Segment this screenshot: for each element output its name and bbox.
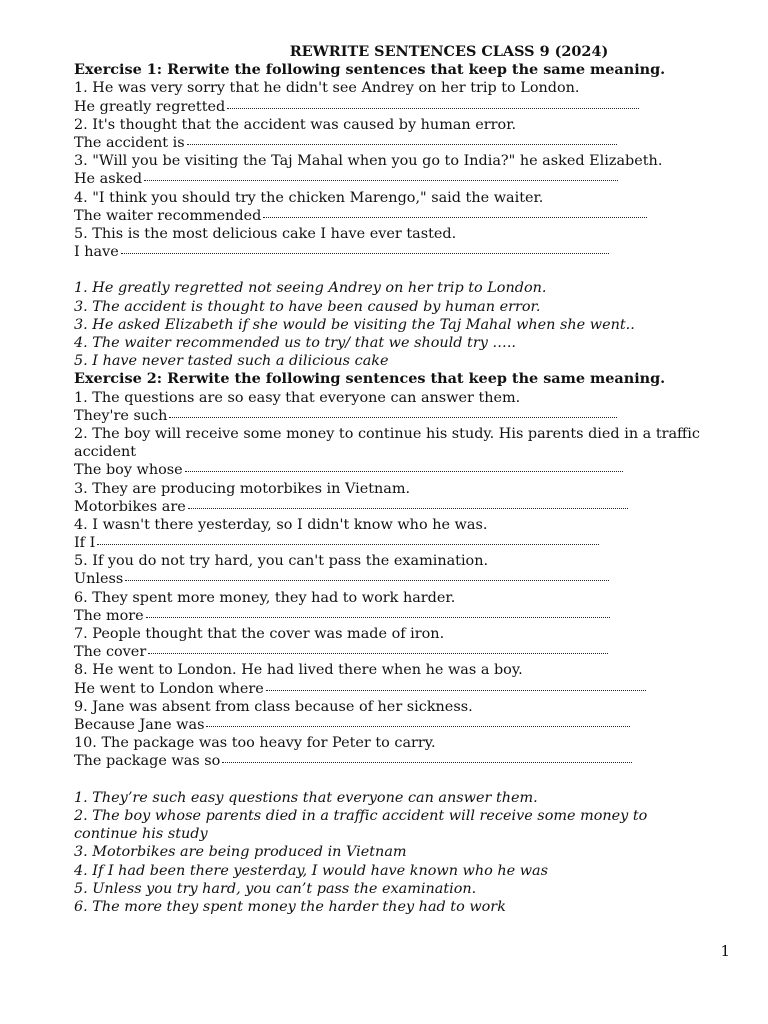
ex2-prompt-3: Motorbikes are xyxy=(74,498,186,515)
ex2-question-7: 7. People thought that the cover was made of iron. xyxy=(74,626,445,643)
ex1-answer-line-5[interactable] xyxy=(74,243,734,261)
ex2-question-4: 4. I wasn't there yesterday, so I didn't know who he was. xyxy=(74,516,488,533)
spacer xyxy=(74,261,734,279)
ex2-prompt-4: If I xyxy=(74,535,96,552)
ex2-prompt-9: Because Jane was xyxy=(74,716,205,733)
page-title: REWRITE SENTENCES CLASS 9 (2024) xyxy=(289,43,609,60)
ex1-prompt-5: I have xyxy=(74,244,119,261)
answer-blank[interactable] xyxy=(148,652,608,654)
ex1-answer-key-4: 4. The waiter recommended us to try/ that we should try ….. xyxy=(74,335,516,351)
ex2-question-8: 8. He went to London. He had lived there when he was a boy. xyxy=(74,662,523,679)
answer-blank[interactable] xyxy=(121,252,609,254)
ex2-answer-line-10[interactable] xyxy=(74,752,734,770)
ex1-prompt-2: The accident is xyxy=(74,134,185,151)
ex1-prompt-1: He greatly regretted xyxy=(74,98,226,115)
page-number: 1 xyxy=(720,942,730,960)
ex2-answer-key-3: 3. Motorbikes are being produced in Vietnam xyxy=(74,844,407,861)
spacer xyxy=(74,771,734,789)
exercise-1-heading: Exercise 1: Rerwite the following sentences that keep the same meaning. xyxy=(74,61,666,79)
ex2-prompt-1: They're such xyxy=(74,407,168,424)
answer-blank[interactable] xyxy=(144,179,618,181)
ex2-question-3: 3. They are producing motorbikes in Vietnam. xyxy=(74,480,411,497)
ex2-answer-key-5: 5. Unless you try hard, you can’t pass the examination. xyxy=(74,880,477,897)
answer-blank[interactable] xyxy=(222,761,632,763)
ex2-prompt-6: The more xyxy=(74,607,144,624)
ex2-question-9: 9. Jane was absent from class because of her sickness. xyxy=(74,698,473,715)
ex2-question-10: 10. The package was too heavy for Peter to carry. xyxy=(74,735,436,752)
answer-blank[interactable] xyxy=(227,107,639,109)
answer-blank[interactable] xyxy=(266,689,646,691)
ex1-answer-line-1[interactable] xyxy=(74,98,734,116)
ex1-answer-key-3: 3. He asked Elizabeth if she would be visiting the Taj Mahal when she went.. xyxy=(74,316,635,333)
answer-blank[interactable] xyxy=(185,470,623,472)
ex1-answer-key-1: 1. He greatly regretted not seeing Andrey on her trip to London. xyxy=(74,280,547,297)
ex2-answer-key-6: 6. The more they spent money the harder they had to work xyxy=(74,898,506,915)
ex1-prompt-4: The waiter recommended xyxy=(74,207,262,224)
worksheet xyxy=(74,43,734,916)
ex1-answer-line-3[interactable] xyxy=(74,170,734,188)
ex2-question-5: 5. If you do not try hard, you can't pass the examination. xyxy=(74,553,489,570)
answer-blank[interactable] xyxy=(125,579,609,581)
ex2-answer-line-1[interactable] xyxy=(74,407,734,425)
ex1-question-5: 5. This is the most delicious cake I have ever tasted. xyxy=(74,225,457,242)
ex2-prompt-10: The package was so xyxy=(74,753,221,770)
ex2-answer-line-7[interactable] xyxy=(74,643,734,661)
ex2-prompt-8: He went to London where xyxy=(74,680,264,697)
ex2-answer-key-1: 1. They’re such easy questions that everyone can answer them. xyxy=(74,789,538,806)
answer-blank[interactable] xyxy=(187,143,617,145)
answer-blank[interactable] xyxy=(169,416,617,418)
answer-blank[interactable] xyxy=(263,216,647,218)
ex2-answer-line-3[interactable] xyxy=(74,498,734,516)
ex2-answer-key-4: 4. If I had been there yesterday, I would have known who he was xyxy=(74,862,549,879)
ex2-answer-line-9[interactable] xyxy=(74,716,734,734)
ex1-answer-key-2: 3. The accident is thought to have been caused by human error. xyxy=(74,298,541,315)
ex2-answer-line-8[interactable] xyxy=(74,680,734,698)
ex2-question-2: 2. The boy will receive some money to continue his study. His parents died in a traffic accident xyxy=(74,425,700,461)
ex1-question-3: 3. "Will you be visiting the Taj Mahal when you go to India?" he asked Elizabeth. xyxy=(74,153,663,170)
ex1-question-2: 2. It's thought that the accident was caused by human error. xyxy=(74,116,517,133)
ex1-answer-line-2[interactable] xyxy=(74,134,734,152)
ex2-answer-line-4[interactable] xyxy=(74,534,734,552)
exercise-2-heading: Exercise 2: Rerwite the following sentences that keep the same meaning. xyxy=(74,370,666,388)
ex2-prompt-2: The boy whose xyxy=(74,462,183,479)
ex1-prompt-3: He asked xyxy=(74,171,143,188)
ex2-answer-line-2[interactable] xyxy=(74,461,734,479)
answer-blank[interactable] xyxy=(188,507,628,509)
ex2-question-6: 6. They spent more money, they had to work harder. xyxy=(74,589,456,606)
answer-blank[interactable] xyxy=(97,543,599,545)
ex1-question-1: 1. He was very sorry that he didn't see Andrey on her trip to London. xyxy=(74,80,580,97)
answer-blank[interactable] xyxy=(206,725,630,727)
ex2-prompt-7: The cover xyxy=(74,644,147,661)
ex1-question-4: 4. "I think you should try the chicken Marengo," said the waiter. xyxy=(74,189,544,206)
ex2-answer-key-2: 2. The boy whose parents died in a traffic accident will receive some money to continue his study xyxy=(74,807,648,843)
ex2-answer-line-6[interactable] xyxy=(74,607,734,625)
answer-blank[interactable] xyxy=(146,616,610,618)
ex2-answer-line-5[interactable] xyxy=(74,570,734,588)
ex2-prompt-5: Unless xyxy=(74,571,124,588)
ex1-answer-key-5: 5. I have never tasted such a dilicious cake xyxy=(74,353,389,370)
ex1-answer-line-4[interactable] xyxy=(74,207,734,225)
ex2-question-1: 1. The questions are so easy that everyone can answer them. xyxy=(74,389,521,406)
